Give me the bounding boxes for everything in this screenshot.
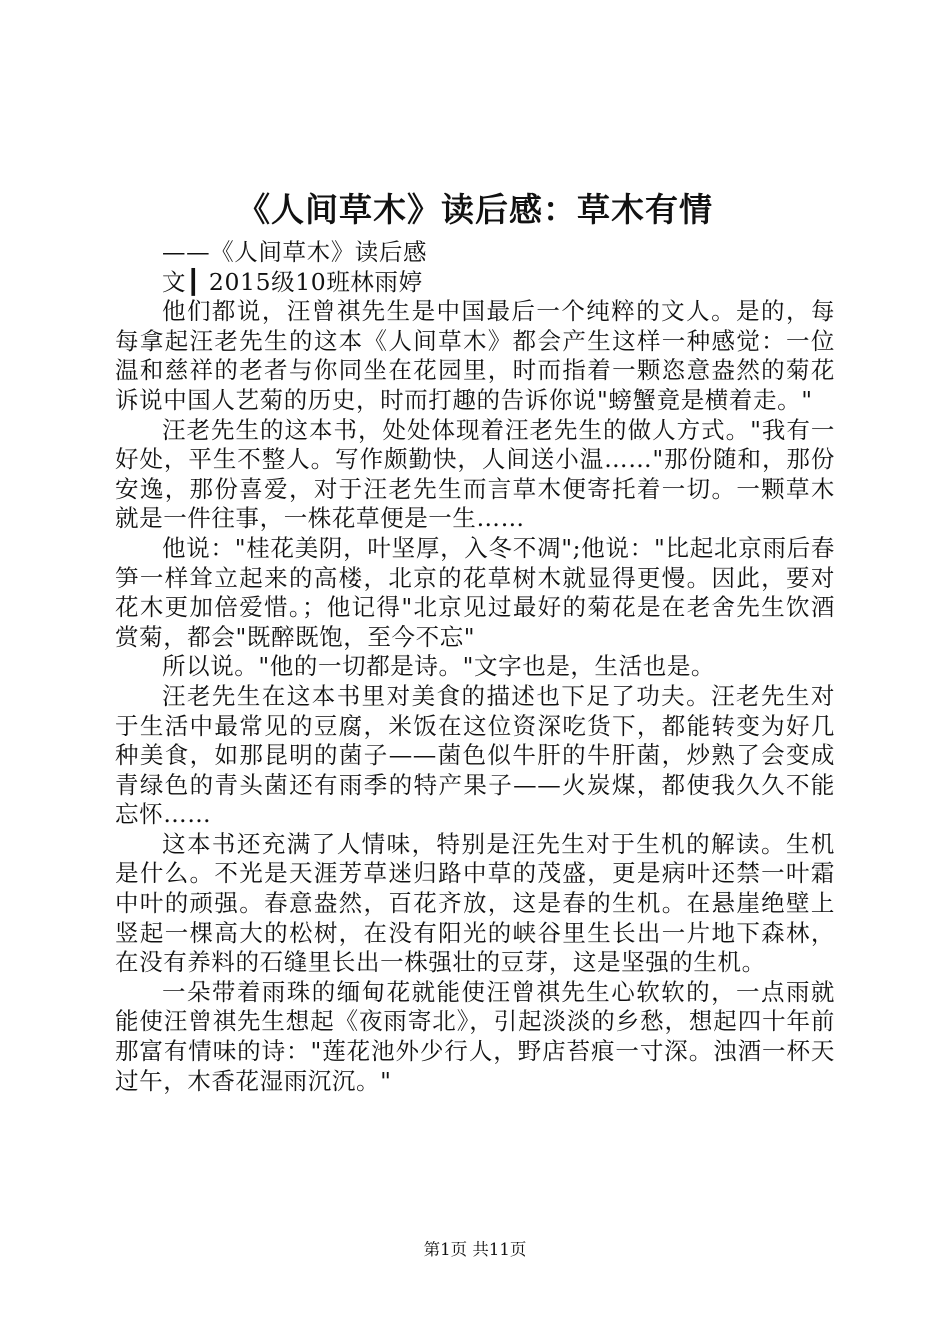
page-footer: 第1页 共11页 bbox=[423, 1240, 527, 1259]
paragraph-2: 汪老先生的这本书，处处体现着汪老先生的做人方式。"我有一好处，平生不整人。写作颇勤快，人间送小温……"那份随和，那份安逸，那份喜爱，对于汪老先生而言草木便寄托着一切。一颗草木就是一件往事，一株花草便是一生…… bbox=[115, 415, 835, 533]
paragraph-6: 这本书还充满了人情味，特别是汪先生对于生机的解读。生机是什么。不光是天涯芳草迷归路中草的茂盛，更是病叶还禁一叶霜中叶的顽强。春意盎然，百花齐放，这是春的生机。在悬崖绝壁上竖起一棵高大的松树，在没有阳光的峡谷里生长出一片地下森林，在没有养料的石缝里长出一株强壮的豆芽，这是坚强的生机。 bbox=[115, 829, 835, 977]
paragraph-1: 他们都说，汪曾祺先生是中国最后一个纯粹的文人。是的，每每拿起汪老先生的这本《人间草木》都会产生这样一种感觉：一位温和慈祥的老者与你同坐在花园里，时而指着一颗恣意盎然的菊花诉说中国人艺菊的历史，时而打趣的告诉你说"螃蟹竟是横着走。" bbox=[115, 297, 835, 414]
document-byline: 文┃ 2015级10班林雨婷 bbox=[162, 267, 423, 296]
paragraph-4: 所以说。"他的一切都是诗。"文字也是，生活也是。 bbox=[162, 652, 716, 681]
paragraph-3: 他说："桂花美阴，叶坚厚，入冬不凋";他说："比起北京雨后春笋一样耸立起来的高楼，北京的花草树木就显得更慢。因此，要对花木更加倍爱惜。；他记得"北京见过最好的菊花是在老舍先生饮酒赏菊，都会"既醉既饱，至今不忘" bbox=[115, 533, 835, 651]
paragraph-5: 汪老先生在这本书里对美食的描述也下足了功夫。汪老先生对于生活中最常见的豆腐，米饭在这位资深吃货下，都能转变为好几种美食，如那昆明的菌子——菌色似牛肝的牛肝菌，炒熟了会变成青绿色的青头菌还有雨季的特产果子——火炭煤，都使我久久不能忘怀…… bbox=[115, 681, 835, 829]
document-subtitle: ——《人间草木》读后感 bbox=[162, 238, 428, 266]
document-title: 《人间草木》读后感：草木有情 bbox=[237, 190, 713, 229]
document-body bbox=[115, 238, 835, 1096]
paragraph-7: 一朵带着雨珠的缅甸花就能使汪曾祺先生心软软的，一点雨就能使汪曾祺先生想起《夜雨寄北》，引起淡淡的乡愁，想起四十年前那富有情味的诗："莲花池外少行人，野店苔痕一寸深。浊酒一杯天过午，木香花湿雨沉沉。" bbox=[115, 977, 835, 1095]
